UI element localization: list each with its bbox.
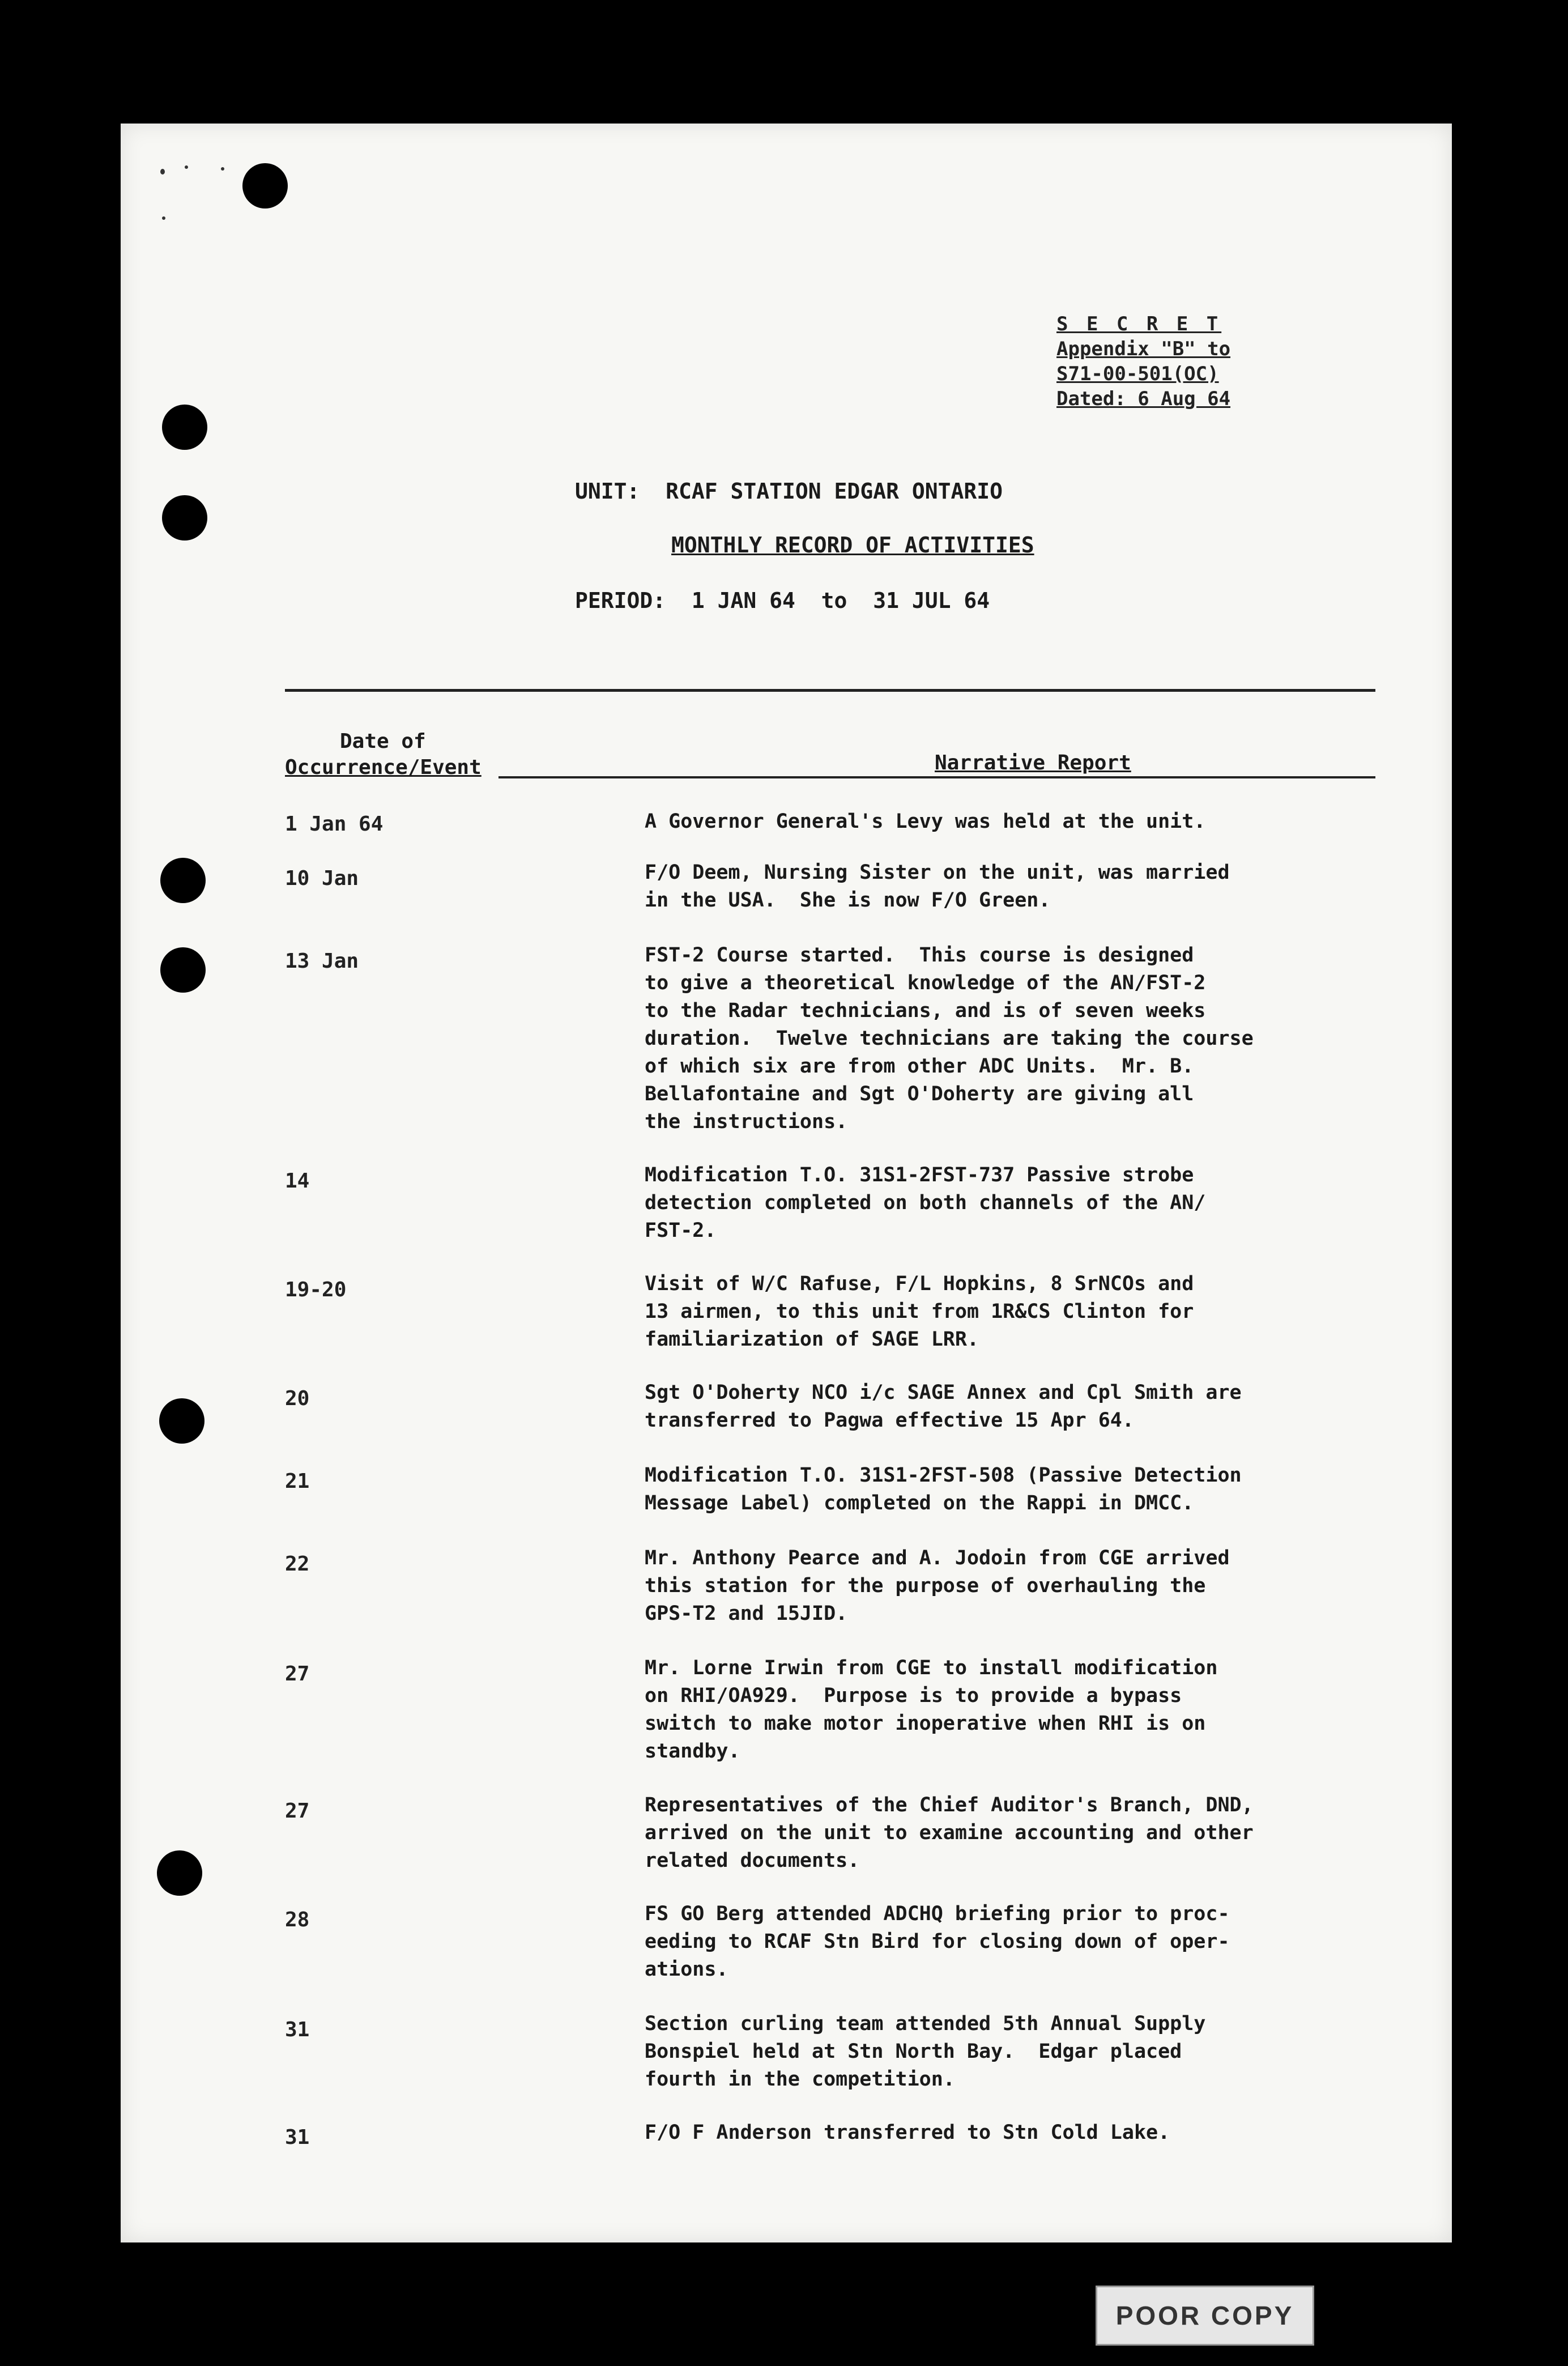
period-heading: PERIOD: 1 JAN 64 to 31 JUL 64 [575, 588, 990, 613]
speck [162, 216, 165, 220]
entry-narrative: Representatives of the Chief Auditor's Branch, DND, arrived on the unit to examine accounting and other related documents. [645, 1794, 1254, 1872]
entry-narrative: Sgt O'Doherty NCO i/c SAGE Annex and Cpl Smith are transferred to Pagwa effective 15 Apr 64. [645, 1381, 1242, 1432]
punch-hole [162, 405, 207, 450]
entry-narrative: Mr. Lorne Irwin from CGE to install modification on RHI/OA929. Purpose is to provide a bypass switch to make motor inoperative when RHI is on standby. [645, 1657, 1218, 1763]
entry-narrative: Mr. Anthony Pearce and A. Jodoin from CGE arrived this station for the purpose of overhauling the GPS-T2 and 15JID. [645, 1547, 1230, 1625]
entry-date: 1 Jan 64 [285, 812, 384, 836]
punch-hole [242, 163, 288, 208]
entry-date: 21 [285, 1470, 310, 1493]
entry-narrative: Section curling team attended 5th Annual Supply Bonspiel held at Stn North Bay. Edgar placed fourth in the competition. [645, 2012, 1206, 2091]
speck [185, 165, 188, 169]
speck [221, 167, 224, 171]
entry-date: 20 [285, 1387, 310, 1410]
punch-hole [162, 495, 207, 541]
header-rule [285, 689, 1375, 692]
entry-date: 27 [285, 1799, 310, 1823]
narrative-column-heading: Narrative Report [935, 751, 1131, 775]
entry-narrative: Modification T.O. 31S1-2FST-737 Passive strobe detection completed on both channels of the AN/ FST-2. [645, 1164, 1206, 1242]
entry-narrative: FS GO Berg attended ADCHQ briefing prior to proc- eeding to RCAF Stn Bird for closing down of oper- ations. [645, 1903, 1230, 1981]
speck [160, 169, 165, 175]
date-column-heading-line1: Date of [340, 730, 426, 753]
entry-date: 27 [285, 1662, 310, 1686]
date-column-heading-line2: Occurrence/Event [285, 756, 482, 779]
unit-heading: UNIT: RCAF STATION EDGAR ONTARIO [575, 479, 1003, 504]
punch-hole [160, 947, 206, 993]
appendix-label: Appendix "B" to [1056, 338, 1231, 360]
classification-label: S E C R E T [1056, 313, 1222, 335]
column-heading-rule [498, 776, 1375, 778]
dated-label: Dated: 6 Aug 64 [1056, 388, 1231, 410]
entry-date: 13 Jan [285, 950, 359, 973]
entry-date: 10 Jan [285, 867, 359, 890]
entry-date: 31 [285, 2126, 310, 2149]
punch-hole [160, 858, 206, 903]
entry-narrative: Visit of W/C Rafuse, F/L Hopkins, 8 SrNCOs and 13 airmen, to this unit from 1R&CS Clinton for familiarization of SAGE LRR. [645, 1273, 1194, 1351]
entry-date: 22 [285, 1552, 310, 1576]
entry-narrative: F/O F Anderson transferred to Stn Cold Lake. [645, 2121, 1170, 2144]
entry-date: 28 [285, 1908, 310, 1931]
record-title: MONTHLY RECORD OF ACTIVITIES [671, 533, 1034, 558]
classification-block [1056, 312, 1230, 411]
entry-narrative: Modification T.O. 31S1-2FST-508 (Passive Detection Message Label) completed on the Rappi in DMCC. [645, 1464, 1242, 1514]
file-reference: S71-00-501(OC) [1056, 363, 1219, 385]
punch-hole [157, 1850, 202, 1896]
poor-copy-stamp: POOR COPY [1096, 2286, 1314, 2346]
entry-narrative: F/O Deem, Nursing Sister on the unit, was married in the USA. She is now F/O Green. [645, 861, 1230, 912]
entry-date: 14 [285, 1169, 310, 1193]
entry-date: 19-20 [285, 1278, 347, 1301]
punch-hole [159, 1398, 204, 1444]
entry-narrative: FST-2 Course started. This course is designed to give a theoretical knowledge of the AN/FST-2 to the Radar technicians, and is of seven weeks duration. Twelve technicians are taking the course of which six are from other ADC Units. Mr. B. Bellafontaine and Sgt O'Doherty are giving all the instructions. [645, 944, 1254, 1133]
entry-date: 31 [285, 2018, 310, 2041]
entry-narrative: A Governor General's Levy was held at the unit. [645, 810, 1206, 833]
